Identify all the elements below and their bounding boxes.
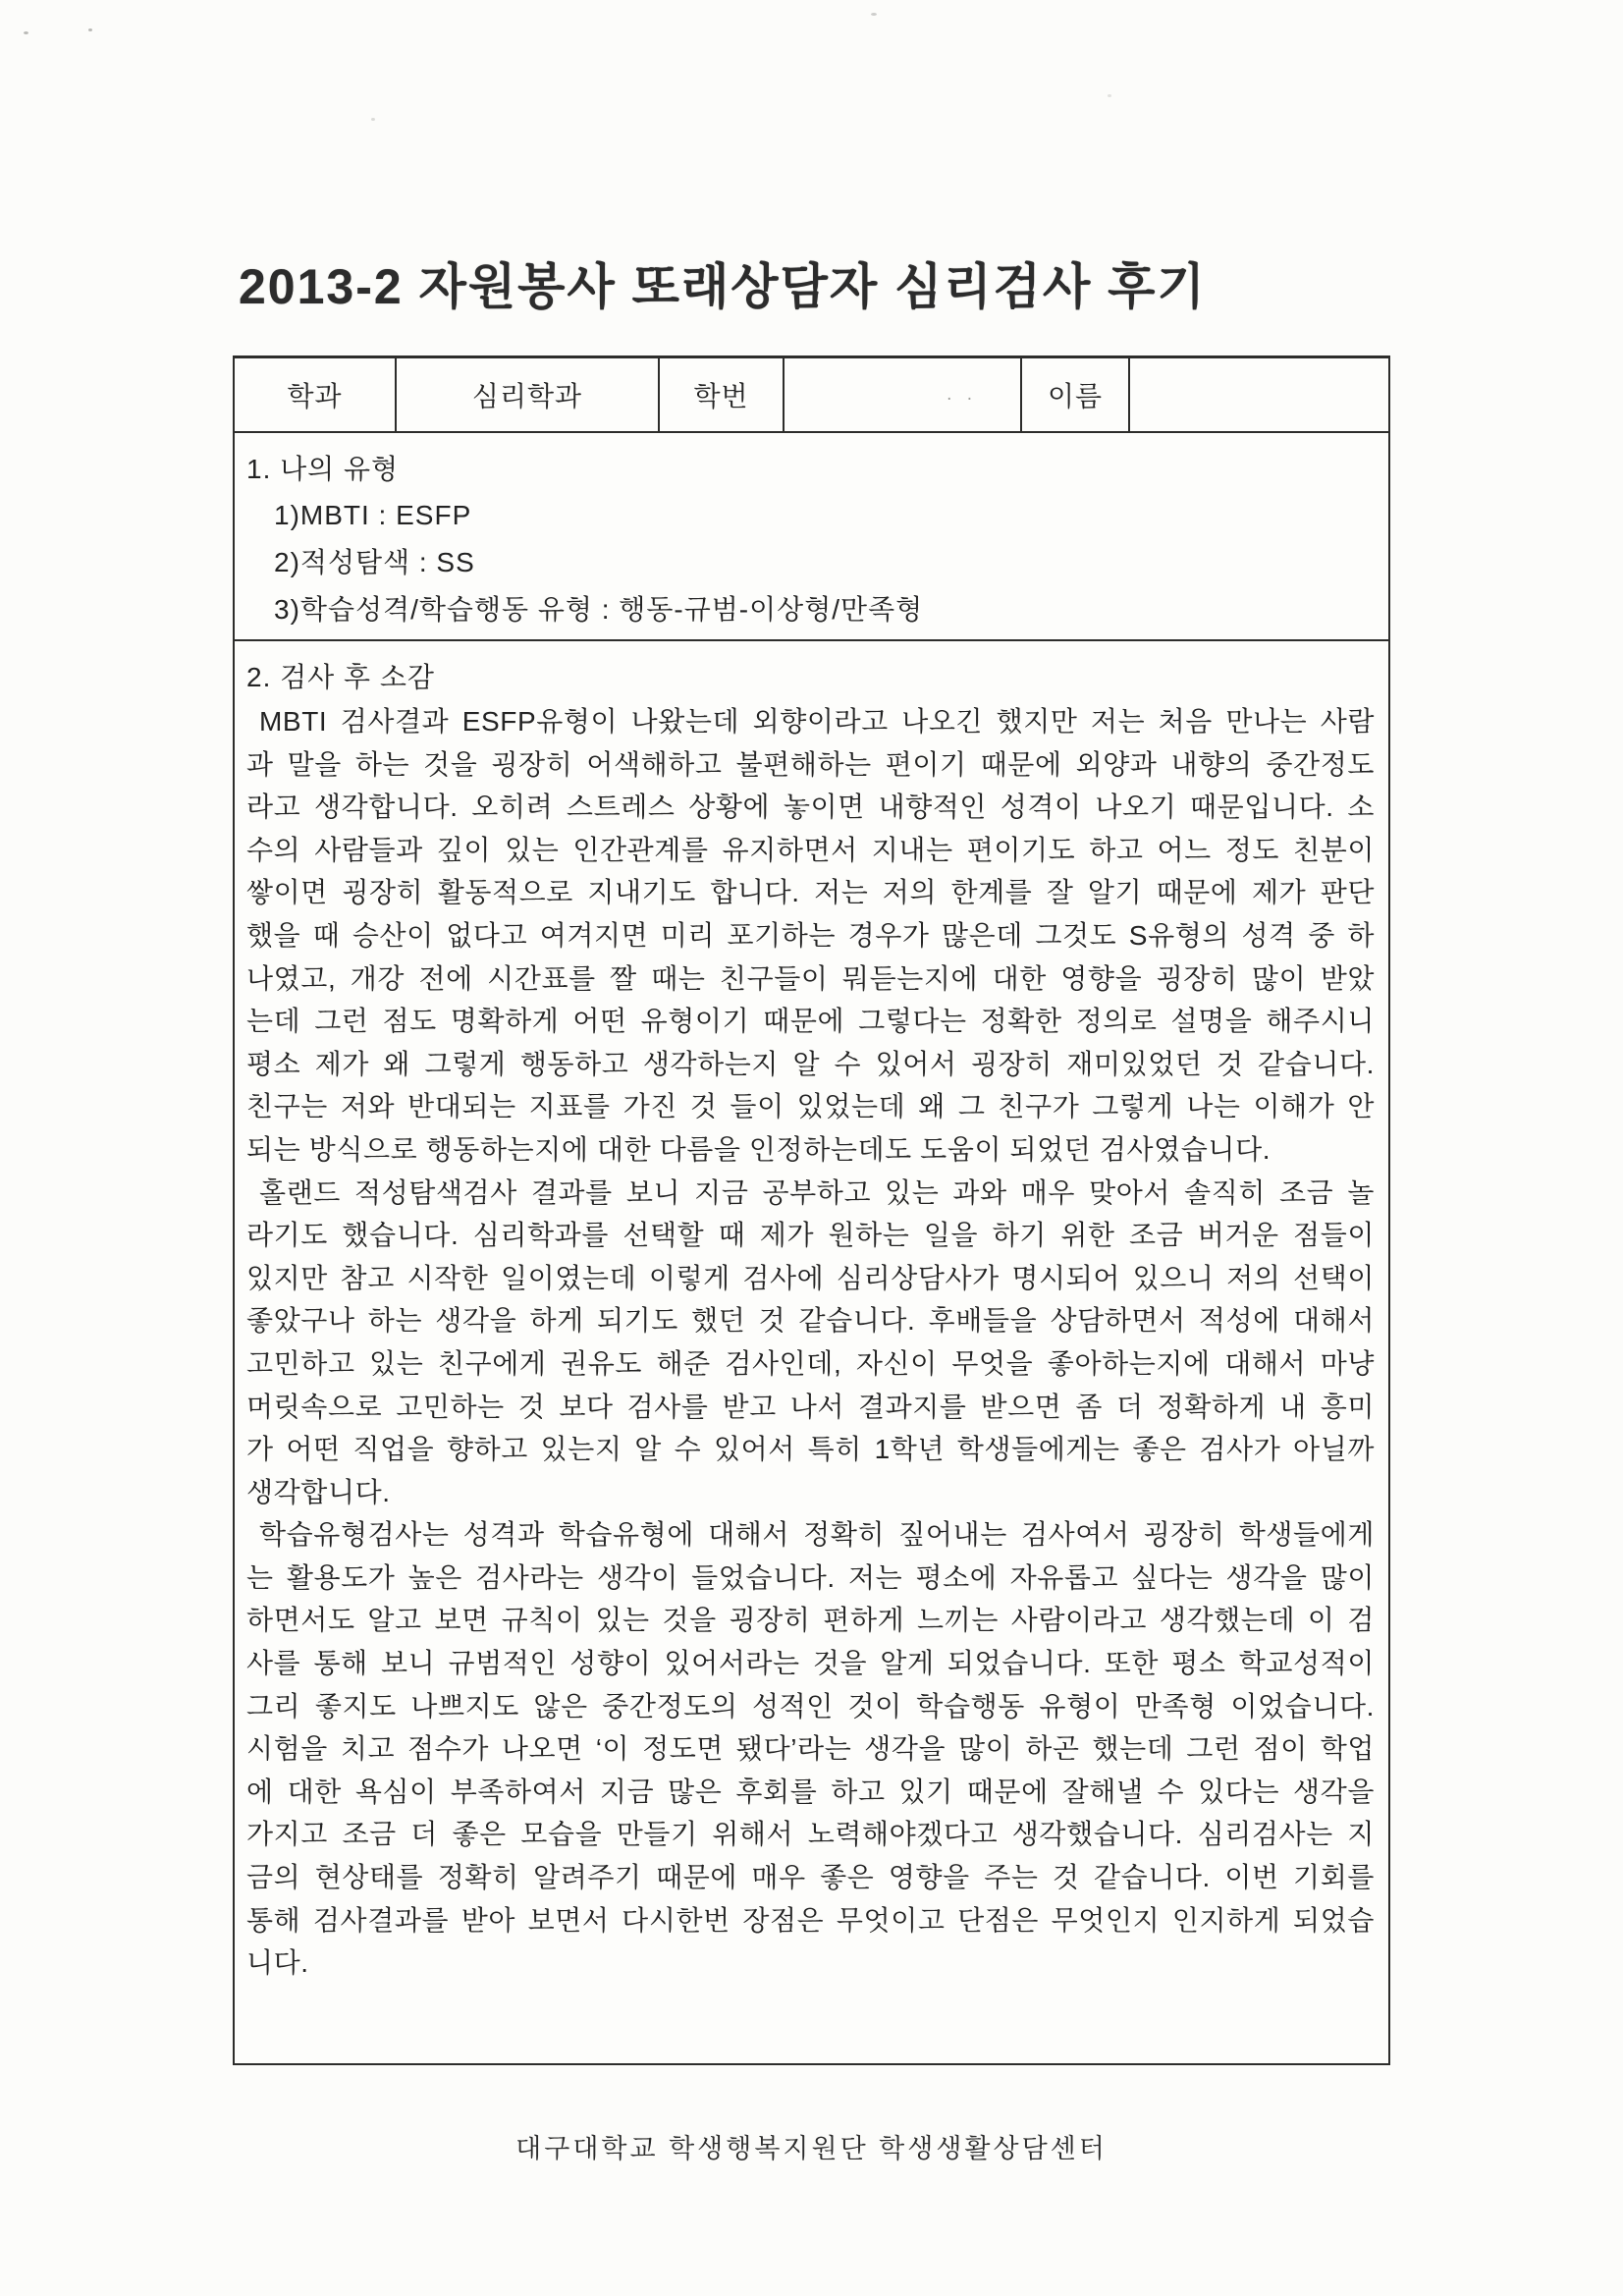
review-line: 쌓이면 굉장히 활동적으로 지내기도 합니다. 저는 저의 한계를 잘 알기 때문에 제가 판단 <box>246 877 1375 908</box>
review-line: 되는 방식으로 행동하는지에 대한 다름을 인정하는데도 도움이 되었던 검사였습니다. <box>246 1133 1271 1165</box>
scan-speck <box>1108 94 1111 97</box>
section-my-type <box>235 433 1388 641</box>
review-line: 좋았구나 하는 생각을 하게 되기도 했던 것 같습니다. 후배들을 상담하면서 적성에 대해서 <box>246 1305 1375 1337</box>
my-type-item: 2)적성탐색 : SS <box>274 547 475 577</box>
review-line: 는 활용도가 높은 검사라는 생각이 들었습니다. 저는 평소에 자유롭고 싶다는 생각을 많이 <box>246 1561 1375 1593</box>
scan-speck <box>371 118 375 121</box>
review-line: 라고 생각합니다. 오히려 스트레스 상황에 놓이면 내향적인 성격이 나오기 때문입니다. 소 <box>246 792 1375 823</box>
review-line: 있지만 참고 시작한 일이였는데 이렇게 검사에 심리상담사가 명시되어 있으니 저의 선택이 <box>246 1262 1375 1293</box>
student-info-row <box>235 358 1388 433</box>
name-label-cell: 이름 <box>1022 358 1130 431</box>
student-id-label-cell: 학번 <box>660 358 784 431</box>
review-line: 수의 사람들과 깊이 있는 인간관계를 유지하면서 지내는 편이기도 하고 어느 정도 친분이 <box>246 834 1375 865</box>
review-form-table <box>233 355 1390 2065</box>
review-line: 하면서도 알고 보면 규칙이 있는 것을 굉장히 편하게 느끼는 사람이라고 생각했는데 이 검 <box>246 1605 1375 1636</box>
review-line: 생각합니다. <box>246 1476 391 1507</box>
review-line: 친구는 저와 반대되는 지표를 가진 것 들이 있었는데 왜 그 친구가 그렇게 나는 이해가 안 <box>246 1091 1375 1122</box>
student-id-value-cell: . . <box>784 358 1022 431</box>
scan-speck <box>24 31 28 34</box>
review-line: 통해 검사결과를 받아 보면서 다시한번 장점은 무엇이고 단점은 무엇인지 인지하게 되었습 <box>246 1904 1375 1936</box>
review-line: 나였고, 개강 전에 시간표를 짤 때는 친구들이 뭐듣는지에 대한 영향을 굉장히 많이 받았 <box>246 962 1375 994</box>
review-line: 금의 현상태를 정확히 알려주기 때문에 매우 좋은 영향을 주는 것 같습니다. 이번 기회를 <box>246 1862 1375 1893</box>
review-line: 니다. <box>246 1947 309 1979</box>
review-line: 가 어떤 직업을 향하고 있는지 알 수 있어서 특히 1학년 학생들에게는 좋은 검사가 아닐까 <box>246 1434 1375 1465</box>
dept-value-cell: 심리학과 <box>397 358 660 431</box>
my-type-items <box>246 492 1379 633</box>
review-line: 사를 통해 보니 규범적인 성향이 있어서라는 것을 알게 되었습니다. 또한 평소 학교성적이 <box>246 1648 1375 1679</box>
review-line: 과 말을 하는 것을 굉장히 어색해하고 불편해하는 편이기 때문에 외양과 내향의 중간정도 <box>246 748 1375 780</box>
section-review <box>235 641 1388 2063</box>
review-line: 가지고 조금 더 좋은 모습을 만들기 위해서 노력해야겠다고 생각했습니다. 심리검사는 지 <box>246 1819 1375 1850</box>
page-title: 2013-2 자원봉사 또래상담자 심리검사 후기 <box>239 259 1207 314</box>
review-heading: 2. 검사 후 소감 <box>246 662 435 692</box>
review-line: 했을 때 승산이 없다고 여겨지면 미리 포기하는 경우가 많은데 그것도 S유형의 성격 중 하 <box>246 919 1375 951</box>
scan-speck <box>88 28 92 31</box>
review-line: 고민하고 있는 친구에게 권유도 해준 검사인데, 자신이 무엇을 좋아하는지에 대해서 마냥 <box>246 1347 1375 1379</box>
review-line: 시험을 치고 점수가 나오면 ‘이 정도면 됐다’라는 생각을 많이 하곤 했는데 그런 점이 학업 <box>246 1733 1375 1765</box>
my-type-heading: 1. 나의 유형 <box>246 454 400 484</box>
review-line: 는데 그런 점도 명확하게 어떤 유형이기 때문에 그렇다는 정확한 정의로 설명을 해주시니 <box>246 1006 1375 1037</box>
review-line: 홀랜드 적성탐색검사 결과를 보니 지금 공부하고 있는 과와 매우 맞아서 솔직히 조금 놀 <box>259 1176 1375 1208</box>
footer-text: 대구대학교 학생행복지원단 학생생활상담센터 <box>515 2134 1108 2163</box>
dept-label-cell: 학과 <box>235 358 397 431</box>
review-line: MBTI 검사결과 ESFP유형이 나왔는데 외향이라고 나오긴 했지만 저는 처음 만나는 사람 <box>259 706 1375 737</box>
review-line: 평소 제가 왜 그렇게 행동하고 생각하는지 알 수 있어서 굉장히 재미있었던 것 같습니다. <box>246 1048 1375 1079</box>
review-line: 그리 좋지도 나쁘지도 않은 중간정도의 성적인 것이 학습행동 유형이 만족형 이었습니다. <box>246 1690 1375 1722</box>
review-line: 에 대한 욕심이 부족하여서 지금 많은 후회를 하고 있기 때문에 잘해낼 수 있다는 생각을 <box>246 1776 1375 1807</box>
scan-speck <box>871 13 877 16</box>
review-line: 머릿속으로 고민하는 것 보다 검사를 받고 나서 결과지를 받으면 좀 더 정확하게 내 흥미 <box>246 1391 1375 1422</box>
my-type-item: 3)학습성격/학습행동 유형 : 행동-규범-이상형/만족형 <box>274 594 924 625</box>
my-type-item: 1)MBTI : ESFP <box>274 500 472 530</box>
review-line: 학습유형검사는 성격과 학습유형에 대해서 정확히 짚어내는 검사여서 굉장히 학생들에게 <box>259 1519 1375 1551</box>
review-line: 라기도 했습니다. 심리학과를 선택할 때 제가 원하는 일을 하기 위한 조금 버거운 점들이 <box>246 1220 1375 1251</box>
review-body <box>246 700 1379 1985</box>
name-value-cell <box>1130 358 1388 431</box>
